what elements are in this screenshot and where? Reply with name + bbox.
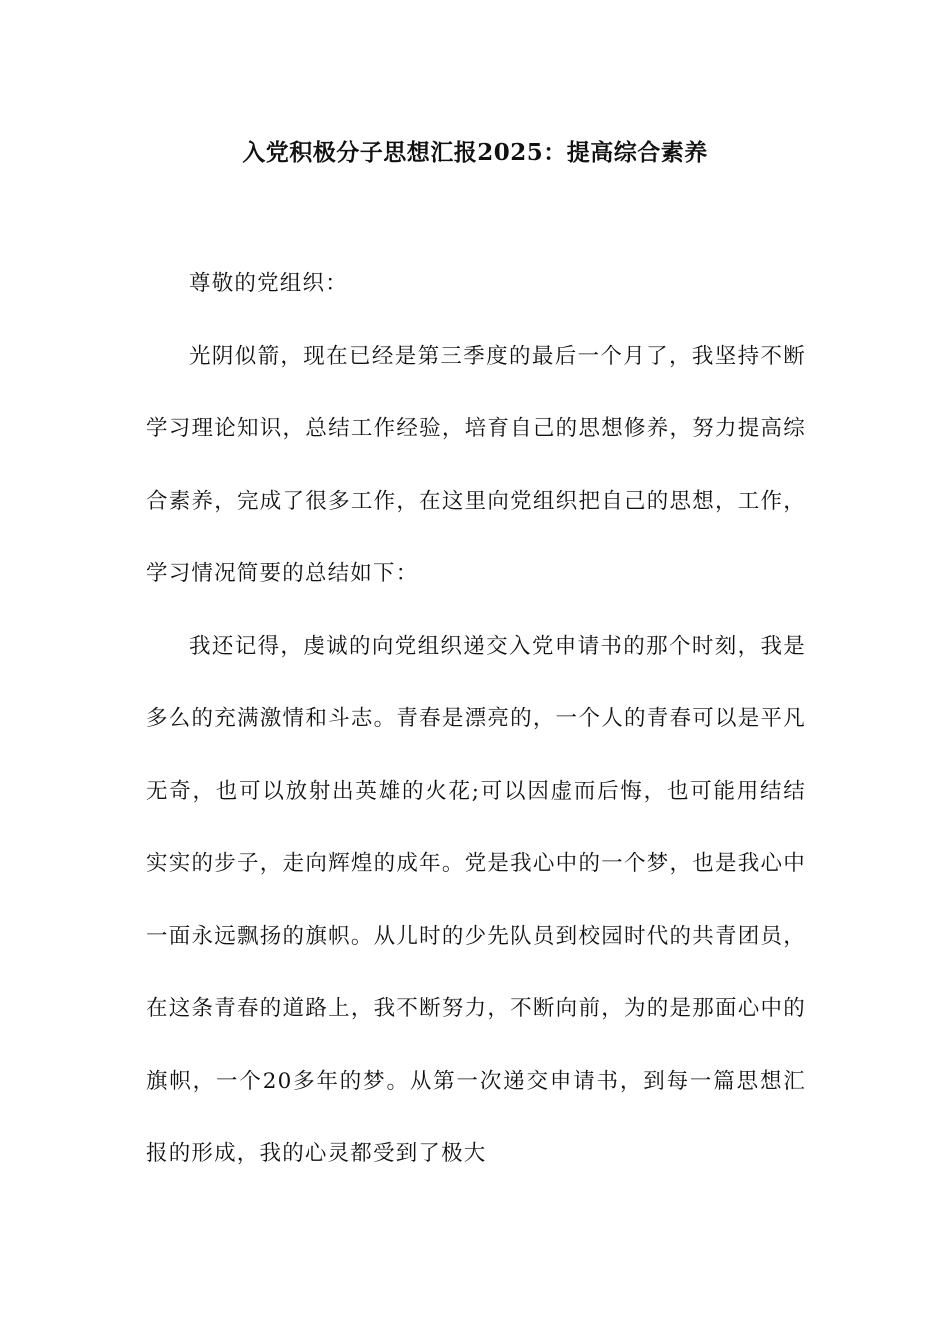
paragraph-1: 光阴似箭，现在已经是第三季度的最后一个月了，我坚持不断学习理论知识，总结工作经验，培育自己的思想修养，努力提高综合素养，完成了很多工作，在这里向党组织把自己的思想，工作，学习情况简要的总结如下：	[146, 343, 806, 586]
document-body	[146, 248, 806, 1191]
paragraph-2: 我还记得，虔诚的向党组织递交入党申请书的那个时刻，我是多么的充满激情和斗志。青春是漂亮的，一个人的青春可以是平凡无奇，也可以放射出英雄的火花;可以因虚而后悔，也可能用结结实实的步子，走向辉煌的成年。党是我心中的一个梦，也是我心中一面永远飘扬的旗帜。从儿时的少先队员到校园时代的共青团员，在这条青春的道路上，我不断努力，不断向前，为的是那面心中的旗帜，一个20多年的梦。从第一次递交申请书，到每一篇思想汇报的形成，我的心灵都受到了极大	[146, 633, 806, 1166]
salutation: 尊敬的党组织：	[189, 271, 348, 296]
document-title: 入党积极分子思想汇报2025：提高综合素养	[242, 139, 708, 166]
